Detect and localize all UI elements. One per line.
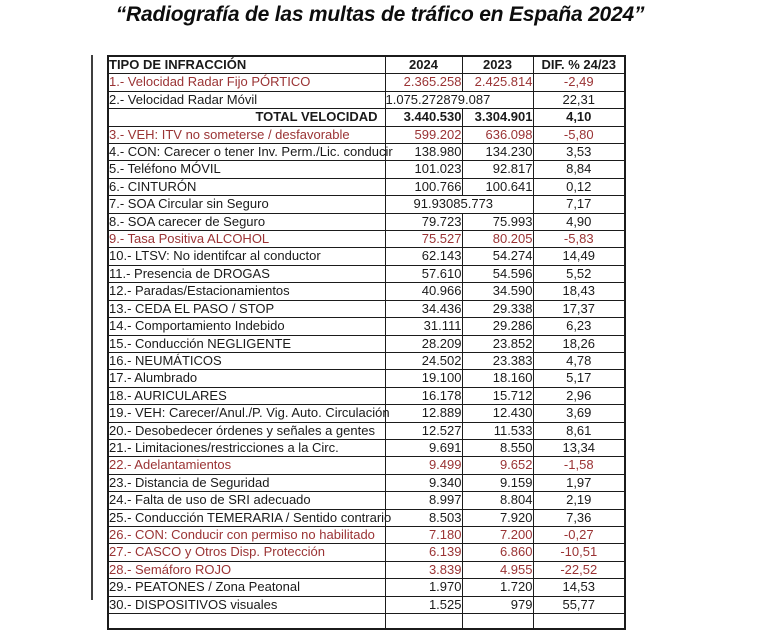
table-row [108, 248, 625, 265]
cell-dif: 18,43 [533, 283, 625, 300]
cell-2024: 7.180 [385, 526, 462, 543]
cell-2023: 3.304.901 [462, 109, 533, 126]
cell-2024: 34.436 [385, 300, 462, 317]
table-row [108, 144, 625, 161]
header-row [108, 56, 625, 74]
cell-infraccion: 5.- Teléfono MÓVIL [108, 161, 385, 178]
cell-dif: -0,27 [533, 526, 625, 543]
cell-dif: 17,37 [533, 300, 625, 317]
table-row [108, 300, 625, 317]
table-row [108, 405, 625, 422]
table-row [108, 387, 625, 404]
cell-dif: 7,17 [533, 196, 625, 213]
cell-2024: 24.502 [385, 352, 462, 369]
cell-2024 [385, 614, 462, 630]
cell-dif: 22,31 [533, 91, 625, 108]
cell-2023: 979 [462, 596, 533, 613]
cell-2023 [462, 614, 533, 630]
cell-dif: 55,77 [533, 596, 625, 613]
cell-2023: 9.652 [462, 457, 533, 474]
cell-dif: -10,51 [533, 544, 625, 561]
cell-dif: 5,52 [533, 265, 625, 282]
cell-infraccion: TOTAL VELOCIDAD [108, 109, 385, 126]
table-row [108, 74, 625, 91]
cell-2024-2023-merged: 1.075.272879.087 [385, 91, 533, 108]
cell-infraccion: 3.- VEH: ITV no someterse / desfavorable [108, 126, 385, 143]
cell-2023: 2.425.814 [462, 74, 533, 91]
table-row [108, 457, 625, 474]
cell-2023: 100.641 [462, 178, 533, 195]
page-title: “Radiografía de las multas de tráfico en España 2024” [115, 3, 645, 26]
table-row [108, 109, 625, 126]
cell-2024: 12.889 [385, 405, 462, 422]
cell-2024: 19.100 [385, 370, 462, 387]
table-row [108, 265, 625, 282]
table-row [108, 492, 625, 509]
fines-table-header [108, 56, 625, 74]
table-row-clipped [108, 614, 625, 630]
cell-dif: -5,83 [533, 231, 625, 248]
cell-2024: 138.980 [385, 144, 462, 161]
cell-infraccion: 16.- NEUMÁTICOS [108, 352, 385, 369]
cell-infraccion: 22.- Adelantamientos [108, 457, 385, 474]
cell-dif: 14,49 [533, 248, 625, 265]
cell-2023: 80.205 [462, 231, 533, 248]
cell-infraccion: 29.- PEATONES / Zona Peatonal [108, 579, 385, 596]
cell-infraccion: 11.- Presencia de DROGAS [108, 265, 385, 282]
table-row [108, 196, 625, 213]
cell-2024: 3.440.530 [385, 109, 462, 126]
table-row [108, 126, 625, 143]
cell-2023: 8.804 [462, 492, 533, 509]
table-row [108, 231, 625, 248]
cell-infraccion: 20.- Desobedecer órdenes y señales a gentes [108, 422, 385, 439]
table-row [108, 318, 625, 335]
cell-2023: 6.860 [462, 544, 533, 561]
cell-infraccion: 24.- Falta de uso de SRI adecuado [108, 492, 385, 509]
cell-dif: 6,23 [533, 318, 625, 335]
cell-2023: 15.712 [462, 387, 533, 404]
column-header-2023: 2023 [462, 56, 533, 74]
cell-infraccion: 28.- Semáforo ROJO [108, 561, 385, 578]
cell-2024: 12.527 [385, 422, 462, 439]
cell-2023: 7.920 [462, 509, 533, 526]
table-row [108, 439, 625, 456]
table-row [108, 352, 625, 369]
cell-2024: 28.209 [385, 335, 462, 352]
cell-2023: 9.159 [462, 474, 533, 491]
cell-dif: -1,58 [533, 457, 625, 474]
column-header-dif: DIF. % 24/23 [533, 56, 625, 74]
cell-dif: 3,69 [533, 405, 625, 422]
cell-infraccion: 9.- Tasa Positiva ALCOHOL [108, 231, 385, 248]
cell-dif: 5,17 [533, 370, 625, 387]
cell-infraccion: 21.- Limitaciones/restricciones a la Circ. [108, 439, 385, 456]
table-row [108, 579, 625, 596]
cell-2023: 23.852 [462, 335, 533, 352]
table-row [108, 178, 625, 195]
cell-2023: 134.230 [462, 144, 533, 161]
cell-infraccion: 12.- Paradas/Estacionamientos [108, 283, 385, 300]
cell-dif: 2,19 [533, 492, 625, 509]
cell-2023: 11.533 [462, 422, 533, 439]
cell-2024: 100.766 [385, 178, 462, 195]
fines-table-body [108, 74, 625, 629]
cell-2024: 9.340 [385, 474, 462, 491]
cell-dif: 7,36 [533, 509, 625, 526]
table-row [108, 509, 625, 526]
cell-infraccion: 23.- Distancia de Seguridad [108, 474, 385, 491]
cell-2023: 23.383 [462, 352, 533, 369]
left-margin-line [91, 55, 93, 600]
cell-infraccion: 4.- CON: Carecer o tener Inv. Perm./Lic. conducir [109, 144, 393, 160]
cell-2024: 9.691 [385, 439, 462, 456]
cell-dif: 4,90 [533, 213, 625, 230]
cell-2024: 79.723 [385, 213, 462, 230]
cell-2023: 54.596 [462, 265, 533, 282]
cell-2024: 1.970 [385, 579, 462, 596]
cell-2024: 101.023 [385, 161, 462, 178]
table-row [108, 283, 625, 300]
cell-infraccion: 26.- CON: Conducir con permiso no habilitado [108, 526, 385, 543]
cell-dif: 18,26 [533, 335, 625, 352]
column-header-2024: 2024 [385, 56, 462, 74]
cell-2023: 12.430 [462, 405, 533, 422]
cell-infraccion: 6.- CINTURÓN [108, 178, 385, 195]
cell-infraccion [108, 614, 385, 630]
column-header-tipo: TIPO DE INFRACCIÓN [108, 56, 385, 74]
cell-infraccion: 15.- Conducción NEGLIGENTE [108, 335, 385, 352]
cell-2024: 9.499 [385, 457, 462, 474]
cell-infraccion: 7.- SOA Circular sin Seguro [108, 196, 385, 213]
cell-infraccion: 10.- LTSV: No identifcar al conductor [108, 248, 385, 265]
cell-2023: 636.098 [462, 126, 533, 143]
cell-infraccion: 18.- AURICULARES [108, 387, 385, 404]
cell-dif: 13,34 [533, 439, 625, 456]
cell-infraccion: 8.- SOA carecer de Seguro [108, 213, 385, 230]
cell-infraccion: 13.- CEDA EL PASO / STOP [108, 300, 385, 317]
cell-dif: -2,49 [533, 74, 625, 91]
table-row [108, 561, 625, 578]
cell-2024-2023-merged: 91.93085.773 [385, 196, 533, 213]
cell-2024: 1.525 [385, 596, 462, 613]
cell-2024: 8.503 [385, 509, 462, 526]
cell-2023: 29.338 [462, 300, 533, 317]
cell-2024: 57.610 [385, 265, 462, 282]
cell-infraccion: 30.- DISPOSITIVOS visuales [108, 596, 385, 613]
cell-2023: 4.955 [462, 561, 533, 578]
table-row [108, 91, 625, 108]
cell-infraccion: 1.- Velocidad Radar Fijo PÓRTICO [108, 74, 385, 91]
cell-2023: 8.550 [462, 439, 533, 456]
fines-table [107, 55, 626, 630]
cell-2024: 599.202 [385, 126, 462, 143]
cell-dif: -22,52 [533, 561, 625, 578]
cell-dif: -5,80 [533, 126, 625, 143]
table-row [108, 213, 625, 230]
cell-infraccion: 14.- Comportamiento Indebido [108, 318, 385, 335]
cell-dif: 14,53 [533, 579, 625, 596]
cell-2024: 16.178 [385, 387, 462, 404]
cell-2024: 75.527 [385, 231, 462, 248]
cell-2024: 62.143 [385, 248, 462, 265]
cell-2023: 34.590 [462, 283, 533, 300]
cell-2024: 2.365.258 [385, 74, 462, 91]
cell-dif: 0,12 [533, 178, 625, 195]
table-row [108, 422, 625, 439]
table-row [108, 596, 625, 613]
cell-2023: 54.274 [462, 248, 533, 265]
cell-2024: 40.966 [385, 283, 462, 300]
cell-infraccion: 19.- VEH: Carecer/Anul./P. Vig. Auto. Circulación [109, 405, 390, 421]
fines-table-wrap [107, 55, 627, 612]
cell-dif: 3,53 [533, 144, 625, 161]
table-row [108, 526, 625, 543]
cell-2023: 29.286 [462, 318, 533, 335]
cell-dif: 8,61 [533, 422, 625, 439]
cell-dif: 4,10 [533, 109, 625, 126]
table-row [108, 335, 625, 352]
cell-dif [533, 614, 625, 630]
cell-2024: 6.139 [385, 544, 462, 561]
cell-infraccion: 25.- Conducción TEMERARIA / Sentido contrario [109, 509, 392, 525]
cell-2023: 7.200 [462, 526, 533, 543]
cell-2023: 75.993 [462, 213, 533, 230]
cell-2023: 92.817 [462, 161, 533, 178]
table-row [108, 370, 625, 387]
cell-2023: 1.720 [462, 579, 533, 596]
cell-dif: 2,96 [533, 387, 625, 404]
table-row [108, 544, 625, 561]
cell-infraccion: 17.- Alumbrado [108, 370, 385, 387]
table-row [108, 474, 625, 491]
cell-2024: 31.111 [385, 318, 462, 335]
cell-infraccion: 2.- Velocidad Radar Móvil [108, 91, 385, 108]
cell-2024: 8.997 [385, 492, 462, 509]
cell-dif: 4,78 [533, 352, 625, 369]
cell-dif: 1,97 [533, 474, 625, 491]
cell-dif: 8,84 [533, 161, 625, 178]
cell-2023: 18.160 [462, 370, 533, 387]
table-row [108, 161, 625, 178]
cell-2024: 3.839 [385, 561, 462, 578]
cell-infraccion: 27.- CASCO y Otros Disp. Protección [108, 544, 385, 561]
